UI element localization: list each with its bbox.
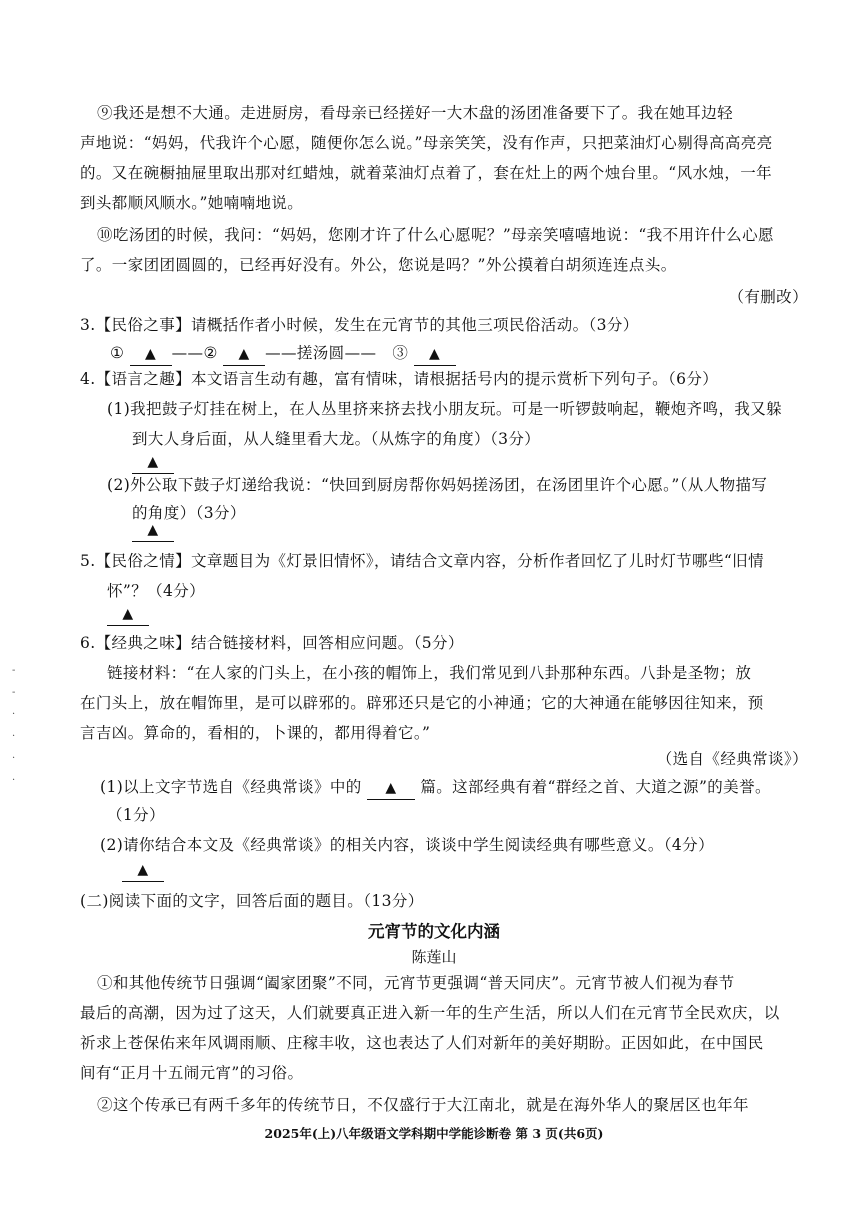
triangle-icon: ▲ xyxy=(137,862,149,878)
question-4: 4.【语言之趣】本文语言生动有趣，富有情味，请根据括号内的提示赏析下列句子。（6分） xyxy=(80,370,719,388)
article-title: 元宵节的文化内涵 xyxy=(368,922,500,941)
answer-blank[interactable] xyxy=(132,518,174,542)
q3-num-1: ① xyxy=(110,344,125,362)
section-heading: (二)阅读下面的文字，回答后面的题目。（13分） xyxy=(80,892,424,910)
triangle-icon: ▲ xyxy=(147,522,159,538)
article-author: 陈莲山 xyxy=(411,948,457,966)
question-6: 6.【经典之味】结合链接材料，回答相应问题。（5分） xyxy=(80,634,464,652)
q6-link-line3: 言吉凶。算命的，看相的，卜课的，都用得着它。” xyxy=(80,724,431,742)
binding-margin-marks: - - · · · · xyxy=(12,665,16,786)
question-5-line2: 怀”？（4分） xyxy=(107,582,206,600)
q6-sub1 xyxy=(100,772,771,802)
q4-sentence1-line1: (1)我把鼓子灯挂在树上，在人丛里挤来挤去找小朋友玩。可是一听锣鼓响起，鞭炮齐鸣，我又躲 xyxy=(107,400,783,418)
q6-sub2: (2)请你结合本文及《经典常谈》的相关内容，谈谈中学生阅读经典有哪些意义。（4分） xyxy=(100,836,714,854)
q4-sentence1-line2: 到大人身后面，从人缝里看大龙。（从炼字的角度）（3分） xyxy=(132,430,541,448)
triangle-icon: ▲ xyxy=(385,780,397,796)
q6-sub1-suffix: 篇。这部经典有着“群经之首、大道之源”的美誉。 xyxy=(420,778,771,796)
article-p1-line2: 最后的高潮，因为过了这天，人们就要真正进入新一年的生产生活，所以人们在元宵节全民欢庆，以 xyxy=(80,1004,780,1022)
q4-answer2 xyxy=(132,514,174,544)
question-5-line1: 5.【民俗之情】文章题目为《灯景旧情怀》，请结合文章内容，分析作者回忆了儿时灯节哪些“旧情 xyxy=(80,552,764,570)
para9-line4: 到头都顺风顺水。”她喃喃地说。 xyxy=(80,194,304,212)
triangle-icon: ▲ xyxy=(145,346,157,362)
q6-link-line2: 在门头上，放在帽饰里，是可以辟邪的。辟邪还只是它的小神通；它的大神通在能够因往知来，预 xyxy=(80,694,764,712)
q3-num-2: ② xyxy=(203,344,218,362)
q3-dash: —— xyxy=(171,344,204,362)
q6-link-source: （选自《经典常谈》） xyxy=(656,750,808,768)
q6-answer2 xyxy=(122,854,164,884)
q6-link-line1: 链接材料：“在人家的门头上，在小孩的帽饰上，我们常见到八卦那种东西。八卦是圣物；放 xyxy=(107,664,752,682)
answer-blank[interactable] xyxy=(223,342,265,366)
article-p1-line1: ①和其他传统节日强调“阖家团聚”不同，元宵节更强调“普天同庆”。元宵节被人们视为春节 xyxy=(97,974,735,992)
article-p1-line4: 间有“正月十五闹元宵”的习俗。 xyxy=(80,1064,304,1082)
triangle-icon: ▲ xyxy=(238,346,250,362)
para9-line1: ⑨我还是想不大通。走进厨房，看母亲已经搓好一大木盘的汤团准备要下了。我在她耳边轻 xyxy=(97,104,734,122)
article-p2-line1: ②这个传承已有两千多年的传统节日，不仅盛行于大江南北，就是在海外华人的聚居区也年年 xyxy=(97,1096,749,1114)
para10-line2: 了。一家团团圆圆的，已经再好没有。外公，您说是吗？”外公摸着白胡须连连点头。 xyxy=(80,256,677,274)
answer-blank[interactable] xyxy=(130,342,172,366)
para9-line3: 的。又在碗橱抽屉里取出那对红蜡烛，就着菜油灯点着了，套在灶上的两个烛台里。“风水烛，一年 xyxy=(80,164,773,182)
page-footer: 2025年(上)八年级语文学科期中学能诊断卷 第 3 页(共6页) xyxy=(264,1126,604,1141)
q6-sub1-prefix: (1)以上文字节选自《经典常谈》中的 xyxy=(100,778,362,796)
q4-sentence2-line1: (2)外公取下鼓子灯递给我说：“快回到厨房帮你妈妈搓汤团，在汤团里许个心愿。”（从人物描写 xyxy=(107,476,768,494)
answer-blank[interactable] xyxy=(122,858,164,882)
q6-sub1-score: （1分） xyxy=(107,806,165,824)
answer-blank[interactable] xyxy=(107,602,149,626)
para9-line2: 声地说：“妈妈，代我许个心愿，随便你怎么说。”母亲笑笑，没有作声，只把菜油灯心剔得高高亮亮 xyxy=(80,134,773,152)
para10-line1: ⑩吃汤团的时候，我问：“妈妈，您刚才许了什么心愿呢？”母亲笑嘻嘻地说：“我不用许什么心愿 xyxy=(97,226,774,244)
q4-sentence2-line2: 的角度）（3分） xyxy=(132,504,246,522)
source-note: （有删改） xyxy=(728,288,808,306)
triangle-icon: ▲ xyxy=(122,606,134,622)
q5-answer xyxy=(107,598,149,628)
triangle-icon: ▲ xyxy=(429,346,441,362)
answer-blank[interactable] xyxy=(414,342,456,366)
article-p1-line3: 祈求上苍保佑来年风调雨顺、庄稼丰收，这也表达了人们对新年的美好期盼。正因如此，在中国民 xyxy=(80,1034,764,1052)
q3-num-3: ③ xyxy=(392,344,409,362)
triangle-icon: ▲ xyxy=(147,454,159,470)
question-3: 3.【民俗之事】请概括作者小时候，发生在元宵节的其他三项民俗活动。（3分） xyxy=(80,316,639,334)
answer-blank[interactable] xyxy=(367,776,415,800)
q3-middle-item: ——搓汤圆—— xyxy=(265,344,377,362)
